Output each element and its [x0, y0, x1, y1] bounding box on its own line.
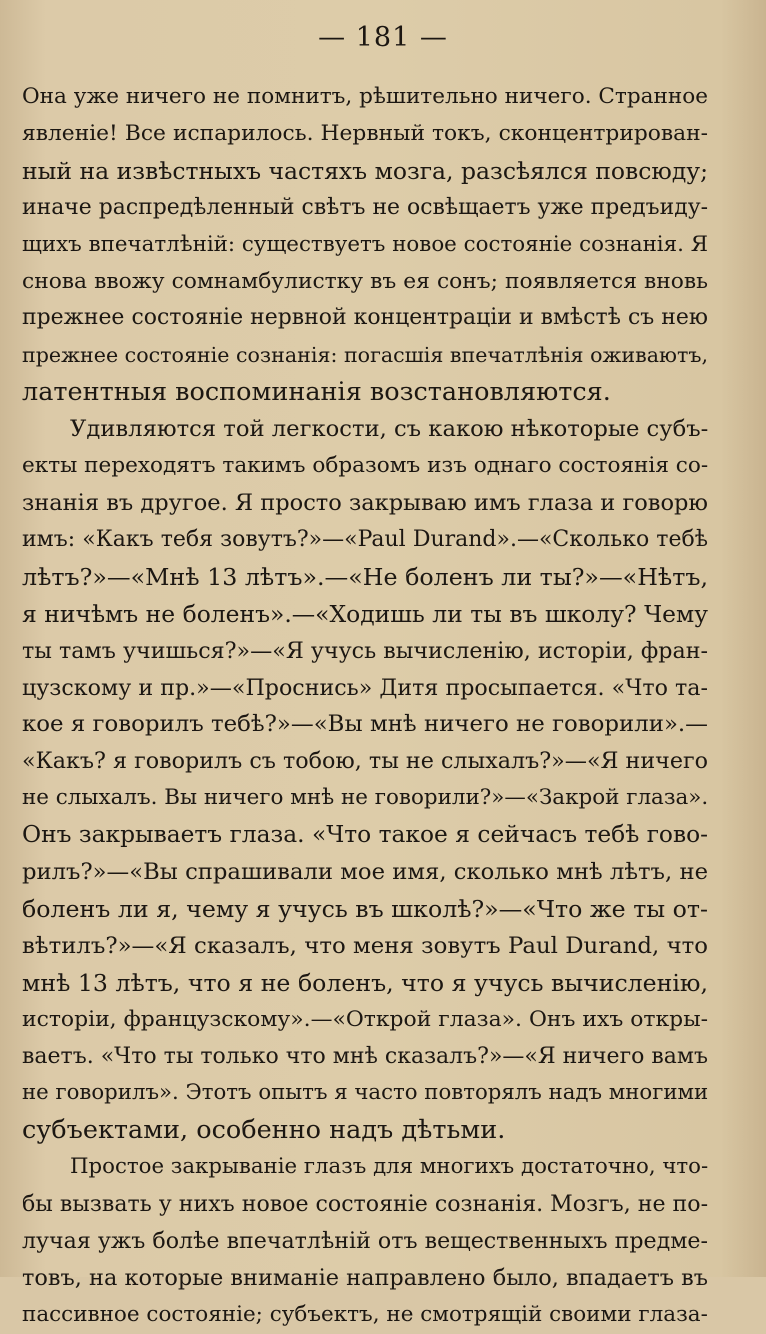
text-line: прежнее состояніе нервной концентраціи и вмѣстѣ съ нею	[22, 305, 708, 331]
text-line: ваетъ. «Что ты только что мнѣ сказалъ?»—«Я ничего вамъ	[22, 1043, 708, 1069]
paragraph	[22, 79, 708, 411]
paragraph	[22, 1149, 708, 1334]
text-line: не слыхалъ. Вы ничего мнѣ не говорили?»—«Закрой глаза».	[22, 785, 709, 811]
text-line: Простое закрываніе глазъ для многихъ достаточно, что-	[70, 1154, 709, 1180]
text-line: Она уже ничего не помнитъ, рѣшительно ничего. Странное	[22, 84, 708, 109]
text-line: ты тамъ учишься?»—«Я учусь вычисленію, исторіи, фран-	[22, 637, 708, 664]
text-line: явленіе! Все испарилось. Нервный токъ, сконцентрирован-	[22, 120, 708, 146]
text-line: знанія въ другое. Я просто закрываю имъ глаза и говорю	[22, 489, 708, 516]
text-line: боленъ ли я, чему я учусь въ школѣ?»—«Что же ты от-	[22, 894, 708, 923]
text-line: ный на извѣстныхъ частяхъ мозга, разсѣялся повсюду;	[22, 156, 708, 185]
text-line: имъ: «Какъ тебя зовутъ?»—«Paul Durand».—«Сколько тебѣ	[22, 526, 708, 552]
text-line: вѣтилъ?»—«Я сказалъ, что меня зовутъ Paul Durand, что	[22, 932, 708, 959]
paragraph	[22, 411, 708, 1149]
text-line: товъ, на которые вниманіе направлено было, впадаетъ въ	[22, 1265, 708, 1291]
text-line: снова ввожу сомнамбулистку въ ея сонъ; появляется вновь	[22, 268, 708, 294]
text-line: бы вызвать у нихъ новое состояніе сознанія. Мозгъ, не по-	[22, 1191, 709, 1218]
text-line: Удивляются той легкости, съ какою нѣкоторые субъ-	[70, 416, 709, 443]
text-line: мнѣ 13 лѣтъ, что я не боленъ, что я учусь вычисленію,	[22, 968, 708, 997]
text-line: латентныя воспоминанія возстановляются.	[22, 377, 611, 408]
text-line: Онъ закрываетъ глаза. «Что такое я сейчасъ тебѣ гово-	[22, 821, 708, 849]
text-line: «Какъ? я говорилъ съ тобою, ты не слыхалъ?»—«Я ничего	[22, 748, 709, 775]
text-line: рилъ?»—«Вы спрашивали мое имя, сколько мнѣ лѣтъ, не	[22, 859, 708, 886]
text-line: исторіи, французскому».—«Открой глаза». Онъ ихъ откры-	[22, 1006, 708, 1032]
text-line: иначе распредѣленный свѣтъ не освѣщаетъ уже предъиду-	[22, 194, 708, 220]
page-number: — 181 —	[318, 22, 448, 53]
text-line: я ничѣмъ не боленъ».—«Ходишь ли ты въ школу? Чему	[22, 599, 708, 628]
text-line: не говорилъ». Этотъ опытъ я часто повторялъ надъ многими	[22, 1080, 709, 1106]
text-line: субъектами, особенно надъ дѣтьми.	[22, 1115, 506, 1146]
body-text	[22, 79, 708, 1334]
text-line: пассивное состояніе; субъектъ, не смотрящій своими глаза-	[22, 1301, 708, 1327]
text-line: лучая ужъ болѣе впечатлѣній отъ вещественныхъ предме-	[22, 1228, 708, 1255]
text-line: кое я говорилъ тебѣ?»—«Вы мнѣ ничего не говорили».—	[22, 711, 708, 738]
text-line: прежнее состояніе сознанія: погасшія впечатлѣнія оживаютъ,	[22, 343, 708, 368]
text-line: лѣтъ?»—«Мнѣ 13 лѣтъ».—«Не боленъ ли ты?»—«Нѣтъ,	[22, 562, 708, 591]
text-line: цузскому и пр.»—«Проснись» Дитя просыпается. «Что та-	[22, 674, 708, 701]
text-line: екты переходятъ такимъ образомъ изъ однаго состоянія со-	[22, 453, 709, 479]
text-line: щихъ впечатлѣній: существуетъ новое состояніе сознанія. Я	[22, 231, 708, 257]
